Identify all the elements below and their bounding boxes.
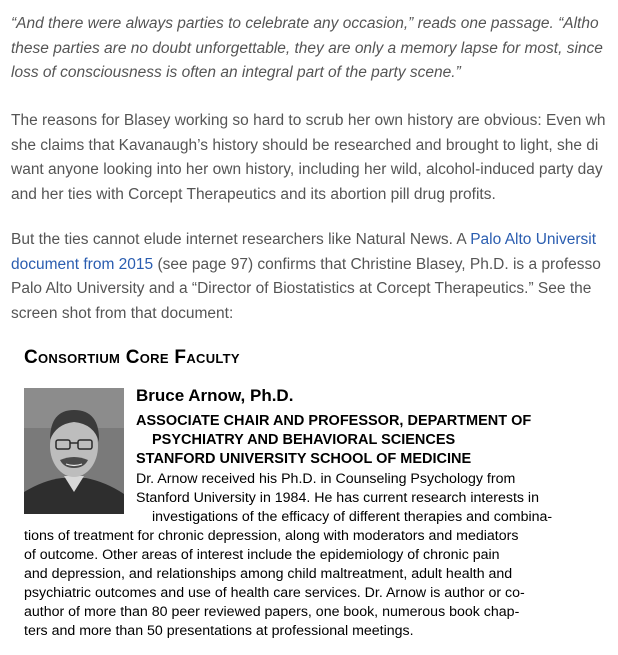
paragraph-line <box>11 228 601 253</box>
paragraph-line: want anyone looking into her own history, including her wild, alcohol-induced party day <box>11 161 603 178</box>
section-heading: Consortium Core Faculty <box>24 347 240 368</box>
bio-line: Dr. Arnow received his Ph.D. in Counseling Psychology from <box>136 471 516 487</box>
portrait-image <box>24 388 124 514</box>
bio-line: and depression, and relationships among child maltreatment, adult health and <box>24 566 513 582</box>
quote-line: these parties are no doubt unforgettable, they are only a memory lapse for most, since <box>11 39 603 57</box>
quote-paragraph <box>11 12 603 86</box>
bio-line: author of more than 80 peer reviewed papers, one book, numerous book chap- <box>24 604 520 620</box>
bio-line: tions of treatment for chronic depression, along with moderators and mediators <box>24 528 519 544</box>
paragraph-line: The reasons for Blasey working so hard to scrub her own history are obvious: Even wh <box>11 112 606 129</box>
paragraph-line: and her ties with Corcept Therapeutics and its abortion pill drug profits. <box>11 185 496 203</box>
faculty-name: Bruce Arnow, Ph.D. <box>136 386 294 405</box>
bio-line: ters and more than 50 presentations at professional meetings. <box>24 623 414 639</box>
faculty-title-line: PSYCHIATRY AND BEHAVIORAL SCIENCES <box>152 432 456 448</box>
quote-line: “And there were always parties to celebrate any occasion,” reads one passage. “Altho <box>11 15 599 32</box>
paragraph-line <box>11 253 601 278</box>
paragraph-reasons <box>11 109 605 207</box>
bio-line: investigations of the efficacy of different therapies and combina- <box>152 509 553 525</box>
faculty-title-line: ASSOCIATE CHAIR AND PROFESSOR, DEPARTMENT OF <box>136 413 532 429</box>
faculty-photo <box>24 388 124 514</box>
faculty-title-line: STANFORD UNIVERSITY SCHOOL OF MEDICINE <box>136 451 472 467</box>
palo-alto-document-link-continued[interactable]: document from 2015 <box>11 255 154 273</box>
paragraph-line: Palo Alto University and a “Director of Biostatistics at Corcept Therapeutics.” See the <box>11 280 592 297</box>
paragraph-text: But the ties cannot elude internet researchers like Natural News. A <box>11 231 471 248</box>
palo-alto-document-link[interactable]: Palo Alto Universit <box>470 231 596 248</box>
quote-line: loss of consciousness is often an integral part of the party scene.” <box>11 64 461 81</box>
bio-line: of outcome. Other areas of interest include the epidemiology of chronic pain <box>24 547 500 563</box>
paragraph-ties <box>11 228 601 326</box>
bio-line: Stanford University in 1984. He has current research interests in <box>136 490 539 506</box>
bio-line: psychiatric outcomes and use of health care services. Dr. Arnow is author or co- <box>24 585 525 601</box>
paragraph-line: screen shot from that document: <box>11 304 234 322</box>
paragraph-text: (see page 97) confirms that Christine Blasey, Ph.D. is a professo <box>153 255 601 273</box>
paragraph-line: she claims that Kavanaugh’s history should be researched and brought to light, she di <box>11 136 599 154</box>
document-screenshot <box>24 344 618 655</box>
